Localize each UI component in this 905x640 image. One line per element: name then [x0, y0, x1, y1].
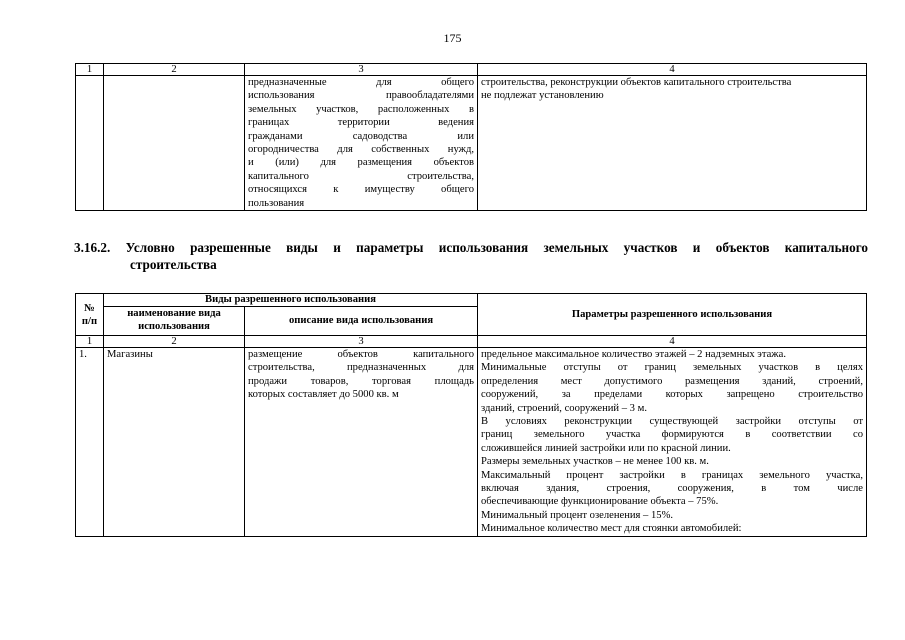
table-cell-num: 1.	[76, 348, 104, 537]
table-row	[76, 76, 867, 211]
text-line: земельных участков, расположенных в	[248, 103, 474, 115]
conditional-use-table	[75, 293, 867, 537]
column-number: 1	[76, 336, 104, 348]
table-cell-num	[76, 76, 104, 211]
column-number: 1	[76, 64, 104, 76]
text-line: строительства, реконструкции объектов капитального строительства	[481, 77, 792, 88]
section-heading-line: строительства	[130, 257, 217, 272]
header-name: наименование вида использования	[104, 307, 245, 336]
text-line: включая здания, строения, сооружения, в том числе	[481, 483, 863, 495]
text-line: огородничества для собственных нужд,	[248, 144, 474, 156]
text-line: сложившейся линией застройки или по красной линии.	[481, 442, 731, 454]
text-line: Минимальное количество мест для стоянки автомобилей:	[481, 523, 742, 535]
text-line: сооружений, за пределами которых запрещено строительство	[481, 389, 863, 401]
column-number: 2	[104, 336, 245, 348]
header-num: № п/п	[76, 294, 104, 336]
column-number: 4	[478, 64, 867, 76]
text-line: Размеры земельных участков – не менее 100 кв. м.	[481, 456, 709, 468]
text-line: Минимальный процент озеленения – 15%.	[481, 509, 674, 521]
text-line: размещение объектов капитального	[248, 349, 474, 360]
text-line: Максимальный процент застройки в границах земельного участка,	[481, 469, 863, 481]
column-number: 2	[104, 64, 245, 76]
text-line: продажи товаров, торговая площадь	[248, 375, 474, 387]
column-number-row	[76, 64, 867, 76]
continued-table	[75, 63, 867, 211]
text-line: и (или) для размещения объектов	[248, 157, 474, 169]
column-number: 3	[245, 64, 478, 76]
table-cell-params	[478, 348, 867, 537]
text-line: гражданами садоводства или	[248, 130, 474, 142]
table-cell-description	[245, 348, 478, 537]
text-line: определения мест допустимого размещения зданий, строений,	[481, 375, 863, 387]
column-number-row	[76, 336, 867, 348]
text-line: предназначенные для общего	[248, 77, 474, 88]
header-row	[76, 294, 867, 307]
text-line: пользования	[248, 197, 305, 209]
text-line: не подлежат установлению	[481, 90, 604, 102]
text-line: обеспечивающие функционирование объекта – 75%.	[481, 496, 719, 508]
section-heading-line: 3.16.2. Условно разрешенные виды и параметры использования земельных участков и объектов капитального	[74, 240, 868, 255]
text-line: капитального строительства,	[248, 170, 474, 182]
column-number: 3	[245, 336, 478, 348]
header-group: Виды разрешенного использования	[104, 294, 478, 307]
table-cell-name: Магазины	[104, 348, 245, 537]
text-line: предельное максимальное количество этажей – 2 надземных этажа.	[481, 349, 786, 360]
section-heading	[74, 239, 868, 273]
text-line: использования правообладателями	[248, 90, 474, 102]
table-cell-name	[104, 76, 245, 211]
text-line: которых составляет до 5000 кв. м	[248, 389, 399, 401]
text-line: Минимальные отступы от границ земельных участков в целях	[481, 362, 863, 374]
text-line: границах территории ведения	[248, 117, 474, 129]
text-line: строительства, предназначенных для	[248, 362, 474, 374]
text-line: границ земельного участка формируются в соответствии со	[481, 429, 863, 441]
text-line: зданий, строений, сооружений – 3 м.	[481, 402, 647, 414]
table-row	[76, 348, 867, 537]
header-params: Параметры разрешенного использования	[478, 294, 867, 336]
page-number: 175	[443, 31, 462, 45]
table-cell-params	[478, 76, 867, 211]
header-description: описание вида использования	[245, 307, 478, 336]
column-number: 4	[478, 336, 867, 348]
text-line: В условиях реконструкции существующей застройки отступы от	[481, 416, 863, 428]
table-cell-description	[245, 76, 478, 211]
text-line: относящихся к имуществу общего	[248, 184, 474, 196]
